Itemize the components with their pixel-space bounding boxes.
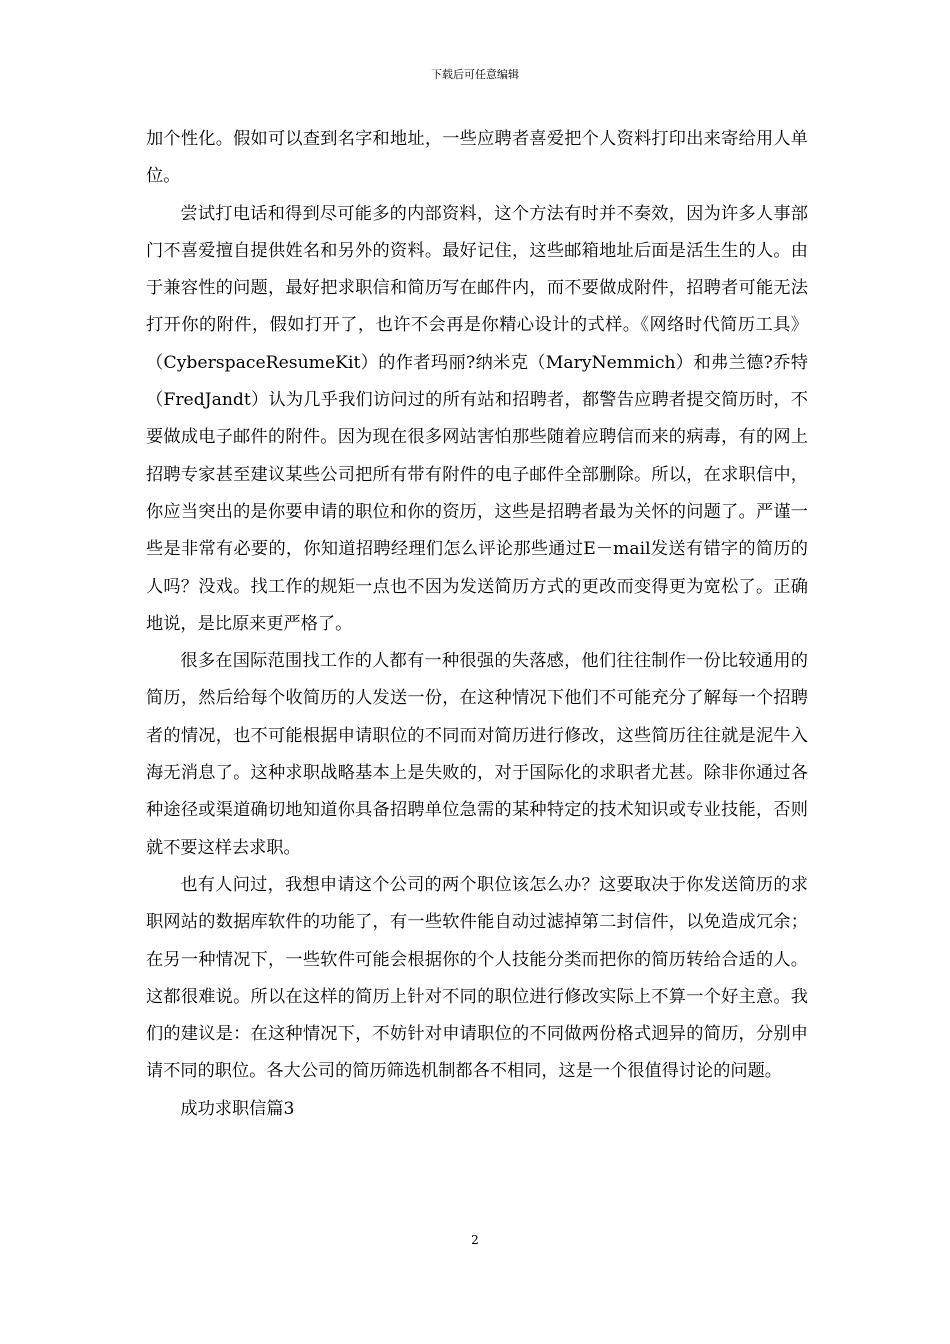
paragraph-continuation: 加个性化。假如可以查到名字和地址，一些应聘者喜爱把个人资料打印出来寄给用人单位。 — [146, 129, 808, 187]
page-number: 2 — [471, 1233, 479, 1247]
paragraph-email-advice: 尝试打电话和得到尽可能多的内部资料，这个方法有时并不奏效，因为许多人事部门不喜爱擅自提供姓名和另外的资料。最好记住，这些邮箱地址后面是活生生的人。由于兼容性的问题，最好把求职信和简历写在邮件内，而不要做成附件，招聘者可能无法打开你的附件，假如打开了，也许不会再是你精心设计的式样。《网络时代简历工具》（CyberspaceResumeKit）的作者玛丽?纳米克（MaryNemmich）和弗兰德?乔特（FredJandt）认为几乎我们访问过的所有站和招聘者，都警告应聘者提交简历时，不要做成电子邮件的附件。因为现在很多网站害怕那些随着应聘信而来的病毒，有的网上招聘专家甚至建议某些公司把所有带有附件的电子邮件全部删除。所以，在求职信中，你应当突出的是你要申请的职位和你的资历，这些是招聘者最为关怀的问题了。严谨一些是非常有必要的，你知道招聘经理们怎么评论那些通过E－mail发送有错字的简历的人吗？没戏。找工作的规矩一点也不因为发送简历方式的更改而变得更为宽松了。正确地说，是比原来更严格了。 — [146, 203, 808, 634]
paragraph-multiple-positions: 也有人问过，我想申请这个公司的两个职位该怎么办？这要取决于你发送简历的求职网站的数据库软件的功能了，有一些软件能自动过滤掉第二封信件，以免造成冗余；在另一种情况下，一些软件可能会根据你的个人技能分类而把你的简历转给合适的人。这都很难说。所以在这样的简历上针对不同的职位进行修改实际上不算一个好主意。我们的建议是：在这种情况下，不妨针对申请职位的不同做两份格式迥异的简历，分别申请不同的职位。各大公司的简历筛选机制都各不相同，这是一个很值得讨论的问题。 — [146, 874, 808, 1082]
page-header: 下载后可任意编辑 — [431, 68, 519, 81]
paragraph-international-job-search: 很多在国际范围找工作的人都有一种很强的失落感，他们往往制作一份比较通用的简历，然后给每个收简历的人发送一份，在这种情况下他们不可能充分了解每一个招聘者的情况，也不可能根据申请职位的不同而对简历进行修改，这些简历往往就是泥牛入海无消息了。这种求职战略基本上是失败的，对于国际化的求职者尤甚。除非你通过各种途径或渠道确切地知道你具备招聘单位急需的某种特定的技术知识或专业技能，否则就不要这样去求职。 — [146, 651, 808, 858]
section-heading: 成功求职信篇3 — [180, 1098, 295, 1119]
document-body — [146, 121, 808, 1128]
